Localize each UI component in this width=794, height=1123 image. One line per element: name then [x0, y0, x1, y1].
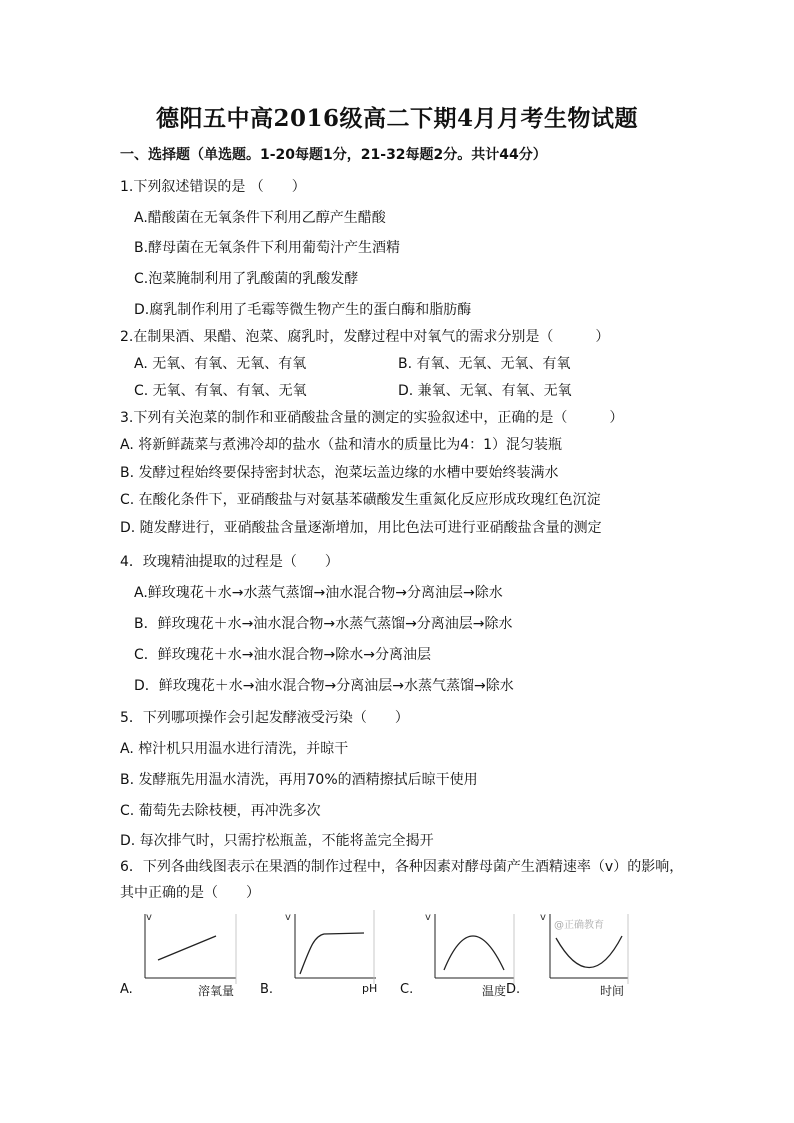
page-title: 德阳五中高2016级高二下期4月月考生物试题: [155, 105, 639, 132]
question-3-stem: 3.下列有关泡菜的制作和亚硝酸盐含量的测定的实验叙述中，正确的是（ ）: [120, 410, 624, 426]
section-heading: 一、选择题（单选题。1-20每题1分，21-32每题2分。共计44分）: [120, 147, 547, 163]
question-3-option-c: C. 在酸化条件下，亚硝酸盐与对氨基苯磺酸发生重氮化反应形成玫瑰红色沉淀: [120, 492, 601, 508]
question-4-option-c: C．鲜玫瑰花＋水→油水混合物→除水→分离油层: [134, 647, 431, 663]
graph-c-x-label: 温度: [482, 984, 507, 998]
question-1-stem: 1.下列叙述错误的是 （ ）: [120, 179, 306, 195]
graph-b-curve: [300, 933, 364, 974]
question-5-option-a: A. 榨汁机只用温水进行清洗，并晾干: [120, 741, 349, 757]
question-2-option-c: C. 无氧、有氧、有氧、无氧: [134, 383, 307, 399]
question-1-option-d: D.腐乳制作利用了毛霉等微生物产生的蛋白酶和脂肪酶: [134, 302, 472, 318]
graph-b-option-label: B.: [260, 982, 274, 997]
question-2-stem: 2.在制果酒、果醋、泡菜、腐乳时，发酵过程中对氧气的需求分别是（ ）: [120, 329, 610, 345]
graph-a-x-label: 溶氧量: [198, 984, 235, 998]
graph-a-curve: [158, 936, 216, 960]
graph-c-option-label: C.: [400, 982, 414, 997]
question-2-option-d: D. 兼氧、无氧、有氧、无氧: [398, 383, 572, 399]
question-4-option-b: B．鲜玫瑰花＋水→油水混合物→水蒸气蒸馏→分离油层→除水: [134, 616, 513, 632]
question-2-option-a: A. 无氧、有氧、无氧、有氧: [134, 356, 307, 372]
question-2-option-b: B. 有氧、无氧、无氧、有氧: [398, 356, 571, 372]
question-5-option-b: B. 发酵瓶先用温水清洗，再用70%的酒精擦拭后晾干使用: [120, 772, 478, 788]
graph-a-option-label: A.: [120, 982, 133, 997]
question-6-stem: 6．下列各曲线图表示在果酒的制作过程中，各种因素对酵母菌产生酒精速率（v）的影响，: [120, 859, 684, 875]
question-5-stem: 5．下列哪项操作会引起发酵液受污染（ ）: [120, 710, 409, 726]
graph-a: [118, 908, 248, 998]
graph-d-x-label: 时间: [600, 984, 625, 998]
graph-c-y-label: v: [425, 912, 431, 923]
graph-d: [506, 908, 646, 998]
watermark: @正确教育: [554, 920, 604, 931]
graph-a-y-label: v: [146, 912, 152, 923]
question-1-option-a: A.醋酸菌在无氧条件下利用乙醇产生醋酸: [134, 210, 386, 226]
question-6-stem-continued: 其中正确的是（ ）: [120, 885, 260, 901]
question-4-stem: 4．玫瑰精油提取的过程是（ ）: [120, 554, 339, 570]
question-1-option-c: C.泡菜腌制利用了乳酸菌的乳酸发酵: [134, 271, 359, 287]
graph-d-option-label: D.: [506, 982, 521, 997]
question-3-option-d: D. 随发酵进行，亚硝酸盐含量逐渐增加，用比色法可进行亚硝酸盐含量的测定: [120, 520, 602, 536]
graph-d-y-label: v: [540, 912, 546, 923]
graph-b-x-label: pH: [362, 982, 378, 995]
graph-b-y-label: v: [285, 912, 291, 923]
graph-d-curve: [556, 936, 622, 968]
question-4-option-a: A.鲜玫瑰花＋水→水蒸气蒸馏→油水混合物→分离油层→除水: [134, 585, 503, 601]
question-5-option-c: C. 葡萄先去除枝梗，再冲洗多次: [120, 803, 321, 819]
question-3-option-a: A. 将新鲜蔬菜与煮沸冷却的盐水（盐和清水的质量比为4：1）混匀装瓶: [120, 437, 563, 453]
graph-b: [258, 908, 388, 998]
graph-c-curve: [444, 936, 504, 970]
question-5-option-d: D. 每次排气时，只需拧松瓶盖，不能将盖完全揭开: [120, 833, 434, 849]
question-4-option-d: D．鲜玫瑰花＋水→油水混合物→分离油层→水蒸气蒸馏→除水: [134, 678, 514, 694]
question-3-option-b: B. 发酵过程始终要保持密封状态，泡菜坛盖边缘的水槽中要始终装满水: [120, 465, 559, 481]
question-1-option-b: B.酵母菌在无氧条件下利用葡萄汁产生酒精: [134, 240, 401, 256]
